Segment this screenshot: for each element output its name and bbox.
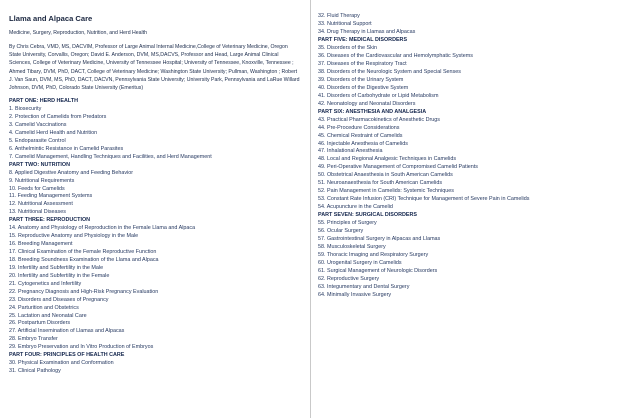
toc-chapter-item: 31. Clinical Pathology xyxy=(9,368,61,375)
toc-chapter-item: 16. Breeding Management xyxy=(9,241,73,248)
toc-chapter-item: 11. Feeding Management Systems xyxy=(9,193,93,200)
toc-chapter-item: 12. Nutritional Assessment xyxy=(9,201,73,208)
toc-chapter-item: 15. Reproductive Anatomy and Physiology in the Male xyxy=(9,233,139,240)
toc-chapter-item: 26. Postpartum Disorders xyxy=(9,320,71,327)
toc-chapter-item: 5. Endoparasite Control xyxy=(9,137,66,144)
toc-chapter-item: 60. Urogenital Surgery in Camelids xyxy=(318,260,402,267)
toc-chapter-item: 22. Pregnancy Diagnosis and High-Risk Pregnancy Evaluation xyxy=(9,288,159,295)
toc-chapter-item: 25. Lactation and Neonatal Care xyxy=(9,312,87,319)
toc-chapter-item: 19. Infertility and Subfertility in the Male xyxy=(9,264,104,271)
toc-chapter-item: 44. Pre-Procedure Considerations xyxy=(318,124,400,131)
toc-chapter-item: 9. Nutritional Requirements xyxy=(9,177,75,184)
toc-chapter-item: 43. Practical Pharmacokinetics of Anesthetic Drugs xyxy=(318,116,440,123)
toc-chapter-item: 18. Breeding Soundness Examination of the Llama and Alpaca xyxy=(9,256,159,263)
toc-chapter-item: 59. Thoracic Imaging and Respiratory Surgery xyxy=(318,252,429,259)
toc-chapter-item: 39. Disorders of the Urinary System xyxy=(318,76,404,83)
toc-chapter-item: 63. Integumentary and Dental Surgery xyxy=(318,283,410,290)
toc-chapter-item: 8. Applied Digestive Anatomy and Feeding Behavior xyxy=(9,169,134,176)
toc-chapter-item: 57. Gastrointestinal Surgery in Alpacas and Llamas xyxy=(318,236,441,243)
toc-chapter-item: 1. Biosecurity xyxy=(9,106,42,113)
toc-chapter-item: 35. Disorders of the Skin xyxy=(318,44,378,51)
toc-chapter-item: 20. Infertility and Subfertility in the Female xyxy=(9,272,110,279)
book-subtitle: Medicine, Surgery, Reproduction, Nutrition, and Herd Health xyxy=(9,30,148,36)
left-page-content xyxy=(9,14,305,376)
toc-chapter-item: 37. Diseases of the Respiratory Tract xyxy=(318,60,407,67)
toc-chapter-item: 7. Camelid Management, Handling Techniques and Facilities, and Herd Management xyxy=(9,153,212,160)
toc-chapter-item: 58. Musculoskeletal Surgery xyxy=(318,244,386,251)
toc-chapter-item: 13. Nutritional Diseases xyxy=(9,209,66,216)
right-page xyxy=(311,0,620,418)
toc-right-list xyxy=(318,13,616,300)
toc-chapter-item: 51. Neuroanaesthesia for South American Camelids xyxy=(318,180,443,187)
toc-part-heading: PART TWO: NUTRITION xyxy=(9,161,70,168)
toc-chapter-item: 34. Drug Therapy in Llamas and Alpacas xyxy=(318,28,416,35)
toc-chapter-item: 24. Parturition and Obstetrics xyxy=(9,304,79,311)
toc-part-heading: PART ONE: HERD HEALTH xyxy=(9,98,78,105)
toc-chapter-item: 42. Neonatology and Neonatal Disorders xyxy=(318,100,416,107)
toc-chapter-item: 61. Surgical Management of Neurologic Disorders xyxy=(318,268,438,274)
right-page-content xyxy=(318,13,616,300)
toc-chapter-item: 14. Anatomy and Physiology of Reproduction in the Female Llama and Alpaca xyxy=(9,225,196,232)
toc-chapter-item: 62. Reproductive Surgery xyxy=(318,275,380,282)
toc-chapter-item: 27. Artificial Insemination of Llamas and Alpacas xyxy=(9,328,125,335)
toc-part-heading: PART SIX: ANESTHESIA AND ANALGESIA xyxy=(318,108,427,115)
toc-part-heading: PART FIVE: MEDICAL DISORDERS xyxy=(318,36,408,43)
toc-chapter-item: 21. Cytogenetics and Infertility xyxy=(9,280,82,287)
toc-chapter-item: 10. Feeds for Camelids xyxy=(9,185,65,192)
book-title: Llama and Alpaca Care xyxy=(9,14,93,23)
toc-chapter-item: 33. Nutritional Support xyxy=(318,20,372,27)
toc-chapter-item: 53. Constant Rate Infusion (CRI) Technique for Management of Severe Pain in Camelids xyxy=(318,196,530,203)
toc-chapter-item: 2. Protection of Camelids from Predators xyxy=(9,114,107,121)
toc-chapter-item: 3. Camelid Vaccinations xyxy=(9,122,67,129)
toc-chapter-item: 48. Local and Regional Analgesic Techniques in Camelids xyxy=(318,156,457,163)
toc-chapter-item: 45. Chemical Restraint of Camelids xyxy=(318,132,403,139)
toc-chapter-item: 36. Diseases of the Cardiovascular and Hemolymphatic Systems xyxy=(318,52,473,59)
toc-chapter-item: 6. Anthelmintic Resistance in Camelid Parasites xyxy=(9,145,124,152)
toc-chapter-item: 40. Disorders of the Digestive System xyxy=(318,84,409,91)
toc-chapter-item: 47. Inhalational Anesthesia xyxy=(318,148,383,155)
toc-chapter-item: 29. Embryo Preservation and In Vitro Production of Embryos xyxy=(9,344,154,351)
toc-chapter-item: 54. Acupuncture in the Camelid xyxy=(318,204,393,211)
toc-chapter-item: 17. Clinical Examination of the Female Reproductive Function xyxy=(9,249,157,256)
toc-chapter-item: 50. Obstetrical Anaesthesia in South American Camelids xyxy=(318,172,453,179)
toc-chapter-item: 28. Embryo Transfer xyxy=(9,336,58,343)
toc-chapter-item: 49. Peri-Operative Management of Compromised Camelid Patients xyxy=(318,164,478,171)
toc-part-heading: PART FOUR: PRINCIPLES OF HEALTH CARE xyxy=(9,352,125,359)
toc-part-heading: PART THREE: REPRODUCTION xyxy=(9,217,91,224)
toc-chapter-item: 41. Disorders of Carbohydrate or Lipid Metabolism xyxy=(318,92,439,99)
toc-chapter-item: 38. Disorders of the Neurologic System and Special Senses xyxy=(318,68,461,75)
toc-chapter-item: 64. Minimally Invasive Surgery xyxy=(318,291,392,298)
toc-chapter-item: 32. Fluid Therapy xyxy=(318,13,360,19)
toc-chapter-item: 4. Camelid Herd Health and Nutrition xyxy=(9,129,98,136)
toc-left-list xyxy=(9,98,305,376)
toc-chapter-item: 56. Ocular Surgery xyxy=(318,228,364,235)
toc-chapter-item: 30. Physical Examination and Conformation xyxy=(9,360,114,367)
toc-part-heading: PART SEVEN: SURGICAL DISORDERS xyxy=(318,212,417,219)
toc-chapter-item: 23. Disorders and Diseases of Pregnancy xyxy=(9,296,109,303)
toc-chapter-item: 46. Injectable Anesthesia of Camelids xyxy=(318,140,408,147)
book-authors: By Chris Cebra, VMD, MS, DACVIM, Professor of Large Animal Internal Medicine,College of Veterinary Medicine, Oregon State University, Corvallis, Oregon; David E. Anderson, DVM, MS,DACVS, Professor and Head, Large Animal Clinical Sciences, College of Veterinary Medicine, University of Tennessee Hospital; University of Tennessee, Knoxville, Tennessee ; Ahmed Tibary, DVM, PhD, DACT, College of Veterinary Medicine; Washington State University; Pullman, Washington ; Robert J. Van Saun, DVM, MS, PhD, DACT, DACVN, Pennsylvania State University; University Park, Pennsylvania and LaRue Willard Johnson, DVM, PhD, Colorado State University (Emeritus) xyxy=(9,44,300,92)
toc-chapter-item: 52. Pain Management in Camelids: Systemic Techniques xyxy=(318,188,454,195)
toc-chapter-item: 55. Principles of Surgery xyxy=(318,220,377,227)
